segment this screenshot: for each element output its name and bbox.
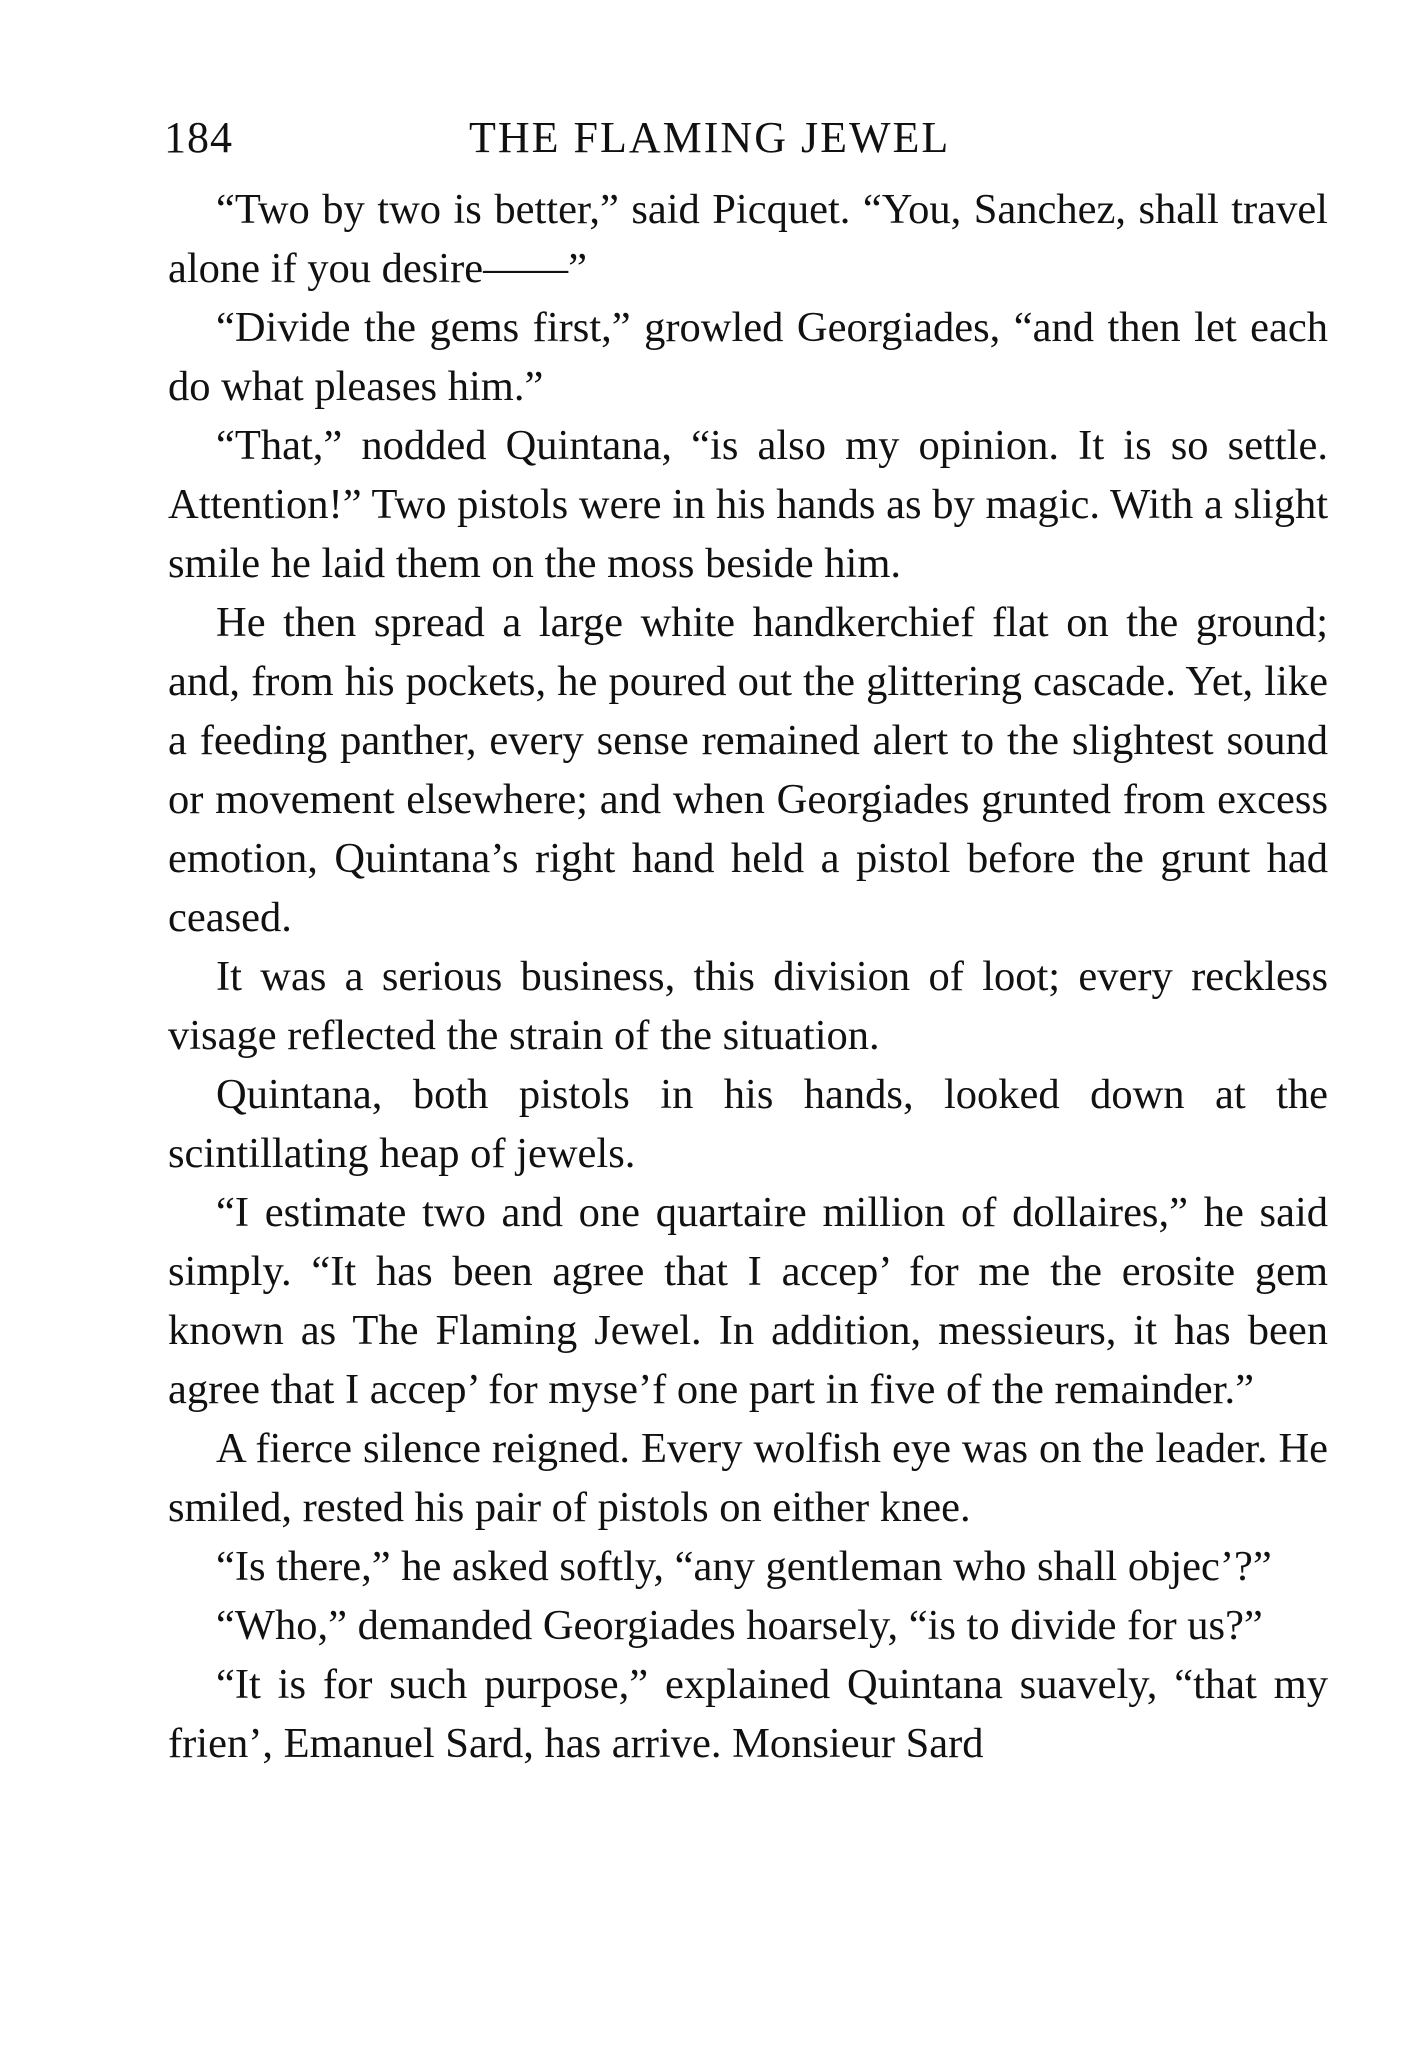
paragraph: A fierce silence reigned. Every wolfish eye was on the leader. He smiled, rested his pair of pistols on either knee. — [168, 1425, 1328, 1531]
paragraph: “Two by two is better,” said Picquet. “You, Sanchez, shall travel alone if you desire——” — [168, 186, 1328, 292]
paragraph: “That,” nodded Quintana, “is also my opinion. It is so settle. Attention!” Two pistols were in his hands as by magic. With a slight smile he laid them on the moss beside him. — [168, 422, 1328, 587]
paragraph: “Divide the gems first,” growled Georgiades, “and then let each do what pleases him.” — [168, 304, 1328, 410]
page-number: 184 — [164, 113, 233, 162]
paragraph: “It is for such purpose,” explained Quintana suavely, “that my frien’, Emanuel Sard, has arrive. Monsieur Sard — [168, 1661, 1328, 1767]
running-head — [164, 108, 1324, 168]
paragraph: “I estimate two and one quartaire million of dollaires,” he said simply. “It has been agree that I accep’ for me the erosite gem known as The Flaming Jewel. In addition, messieurs, it has been agree that I accep’ for myse’f one part in five of the remainder.” — [168, 1189, 1328, 1413]
paragraph: He then spread a large white handkerchief flat on the ground; and, from his pockets, he poured out the glittering cascade. Yet, like a feeding panther, every sense remained alert to the slightest sound or movement elsewhere; and when Georgiades grunted from excess emotion, Quintana’s right hand held a pistol before the grunt had ceased. — [168, 599, 1328, 941]
paragraph: It was a serious business, this division of loot; every reckless visage reflected the strain of the situation. — [168, 953, 1328, 1059]
paragraph: Quintana, both pistols in his hands, looked down at the scintillating heap of jewels. — [168, 1071, 1328, 1177]
paragraph: “Who,” demanded Georgiades hoarsely, “is to divide for us?” — [216, 1602, 1263, 1649]
body-text — [168, 180, 1328, 1773]
paragraph: “Is there,” he asked softly, “any gentleman who shall objec’?” — [216, 1543, 1272, 1590]
running-title: THE FLAMING JEWEL — [469, 113, 951, 162]
